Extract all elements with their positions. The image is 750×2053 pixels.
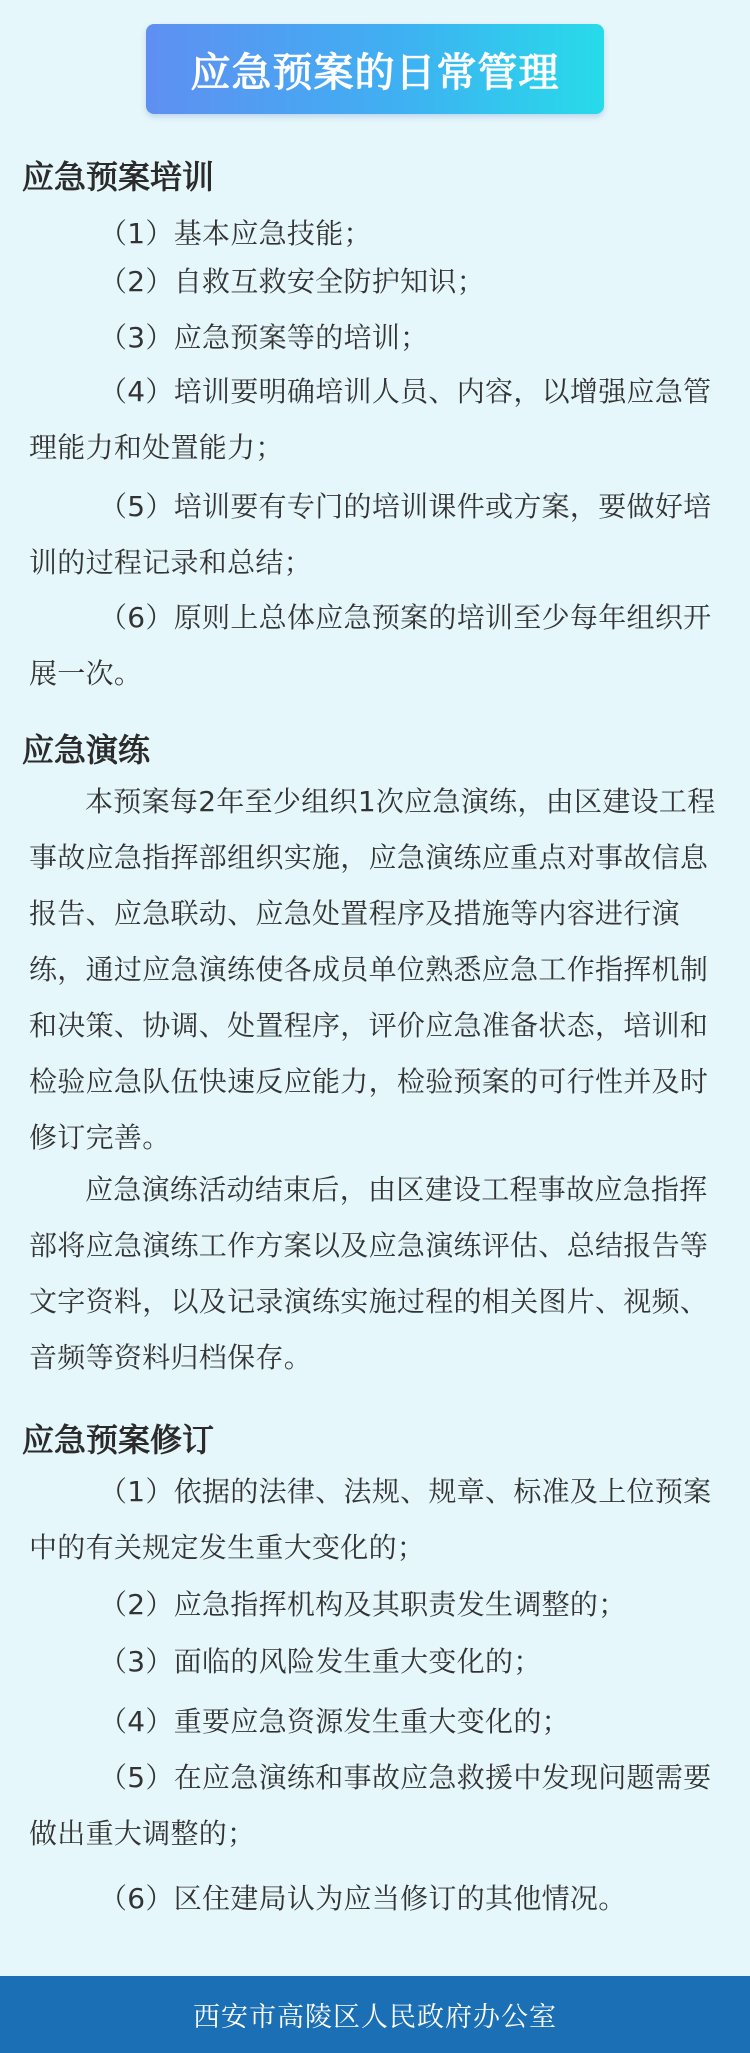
training-item-4: （4）培训要明确培训人员、内容，以增强应急管理能力和处置能力； [29, 375, 712, 464]
revision-item-5: （5）在应急演练和事故应急救援中发现问题需要做出重大调整的； [29, 1761, 712, 1850]
training-item-5: （5）培训要有专门的培训课件或方案，要做好培训的过程记录和总结； [29, 490, 712, 579]
section-heading-training: 应急预案培训 [22, 158, 215, 196]
revision-item-6: （6）区住建局认为应当修订的其他情况。 [99, 1882, 627, 1915]
page-title: 应急预案的日常管理 [190, 49, 560, 96]
drill-paragraph-2: 应急演练活动结束后，由区建设工程事故应急指挥部将应急演练工作方案以及应急演练评估、总结报告等文字资料，以及记录演练实施过程的相关图片、视频、音频等资料归档保存。 [29, 1173, 709, 1374]
revision-item-3: （3）面临的风险发生重大变化的； [99, 1645, 542, 1678]
revision-item-1: （1）依据的法律、法规、规章、标准及上位预案中的有关规定发生重大变化的； [29, 1475, 712, 1564]
revision-item-4: （4）重要应急资源发生重大变化的； [99, 1705, 570, 1738]
section-heading-revision: 应急预案修订 [22, 1421, 215, 1459]
training-item-1: （1）基本应急技能； [99, 217, 372, 250]
title-banner [146, 24, 604, 114]
footer-organization: 西安市高陵区人民政府办公室 [193, 2002, 557, 2033]
training-item-3: （3）应急预案等的培训； [99, 321, 429, 354]
drill-paragraph-1: 本预案每2年至少组织1次应急演练，由区建设工程事故应急指挥部组织实施，应急演练应重点对事故信息报告、应急联动、应急处置程序及措施等内容进行演练，通过应急演练使各成员单位熟悉应急工作指挥机制和决策、协调、处置程序，评价应急准备状态，培训和检验应急队伍快速反应能力，检验预案的可行性并及时修订完善。 [29, 785, 716, 1154]
revision-item-2: （2）应急指挥机构及其职责发生调整的； [99, 1588, 627, 1621]
section-heading-drill: 应急演练 [22, 731, 151, 769]
training-item-6: （6）原则上总体应急预案的培训至少每年组织开展一次。 [29, 601, 712, 690]
footer-bar [0, 1976, 750, 2053]
training-item-2: （2）自救互救安全防护知识； [99, 265, 486, 298]
